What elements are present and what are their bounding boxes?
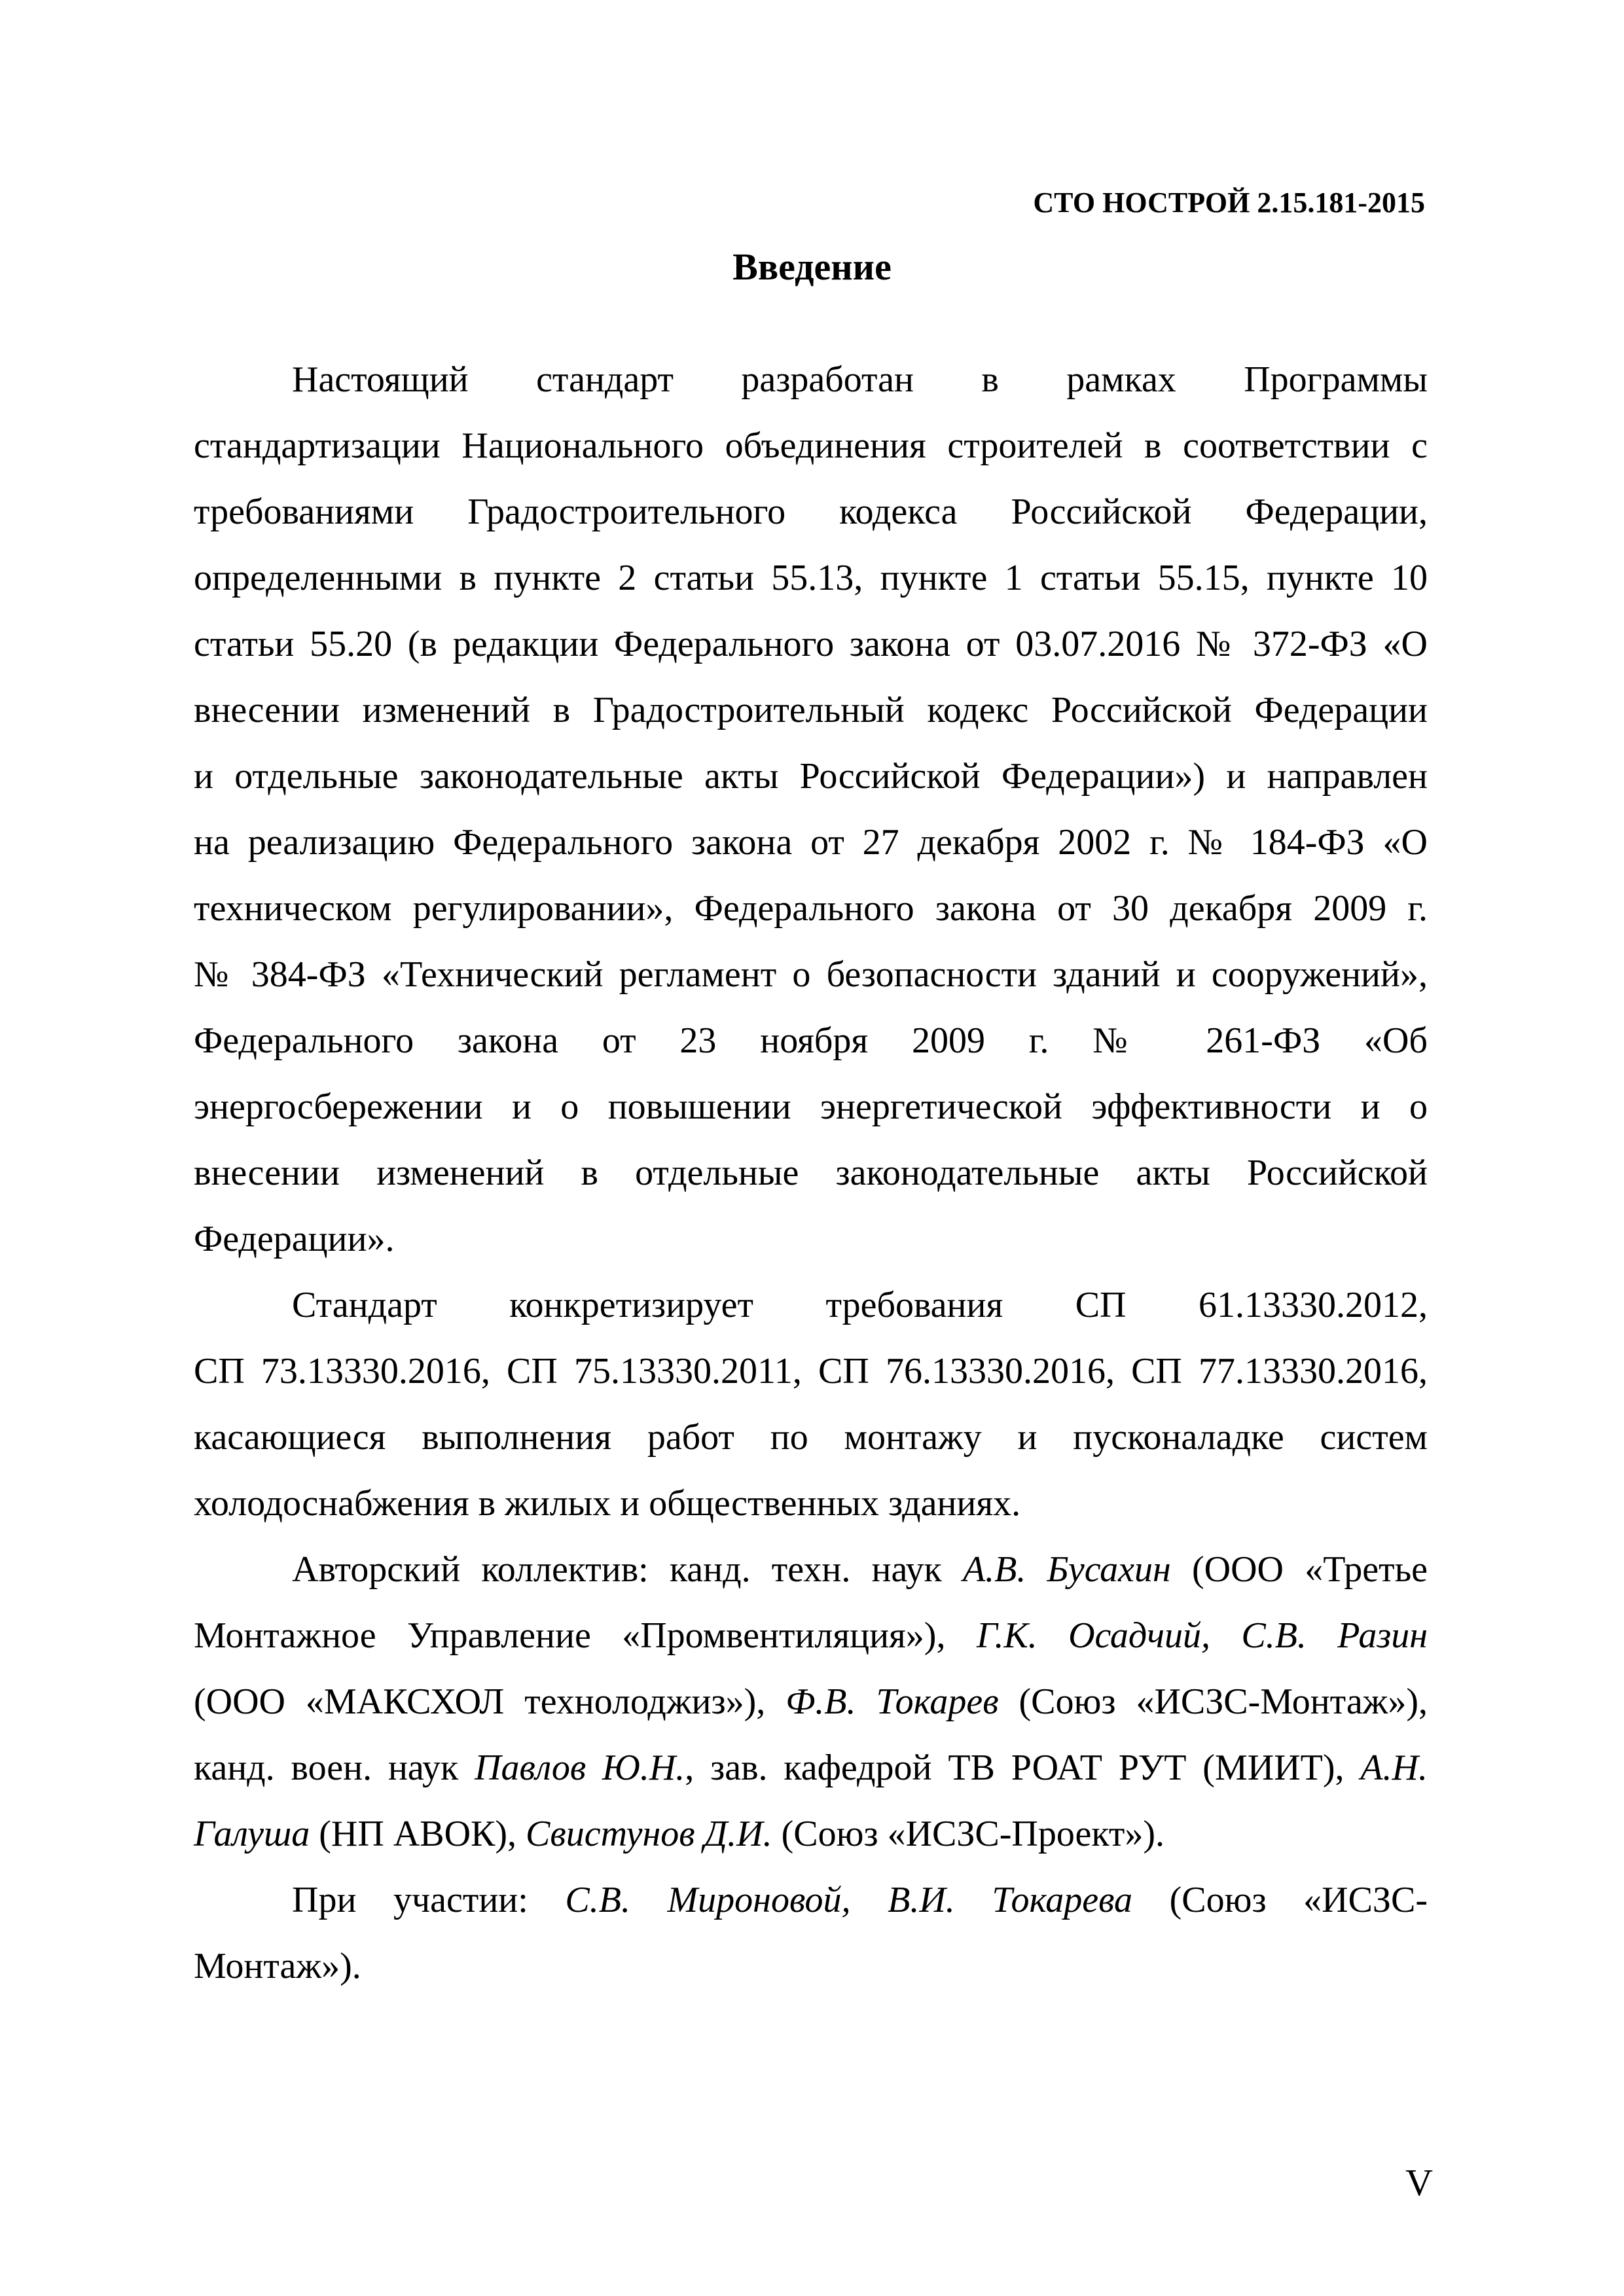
text-line: СП 73.13330.2016, СП 75.13330.2011, СП 76.13330.2016, СП 77.13330.2016, [194,1351,1428,1391]
text-line: касающиеся выполнения работ по монтажу и пусконаладке систем [194,1417,1428,1458]
paragraph-participants [194,1867,1428,2000]
text-run: (Союз «ИСЗС-Монтаж»), [998,1681,1428,1722]
text-line: стандартизации Национального объединения строителей в соответствии с [194,425,1428,466]
text-line: и отдельные законодательные акты Российской Федерации») и направлен [194,756,1428,797]
text-run: , зав. кафедрой ТВ РОАТ РУТ (МИИТ), [685,1748,1361,1788]
text-line: Федерации». [194,1219,395,1259]
text-line [194,1735,1428,1801]
text-line [194,1669,1428,1735]
text-run: (НП АВОК), [310,1814,526,1854]
text-line: внесении изменений в Градостроительный кодекс Российской Федерации [194,690,1428,730]
author-name: А.В. Бусахин [962,1549,1171,1590]
body-text [194,347,1428,2000]
text-line: техническом регулировании», Федерального закона от 30 декабря 2009 г. [194,888,1428,929]
participant-names: С.В. Мироновой, В.И. Токарева [565,1880,1133,1920]
page-title: Введение [732,245,892,288]
text-run: (Союз «ИСЗС- [1132,1880,1428,1920]
author-name: Свистунов Д.И. [526,1814,772,1854]
page-number: V [1405,2161,1433,2204]
text-run: Авторский коллектив: канд. техн. наук [292,1549,963,1590]
text-line: Стандарт конкретизирует требования СП 61.13330.2012, [292,1285,1428,1325]
document-code: СТО НОСТРОЙ 2.15.181-2015 [1033,187,1425,219]
text-line [194,1801,1428,1867]
text-line: определенными в пункте 2 статьи 55.13, пункте 1 статьи 55.15, пункте 10 [194,558,1428,598]
text-line: внесении изменений в отдельные законодательные акты Российской [194,1153,1428,1193]
text-line: холодоснабжения в жилых и общественных зданиях. [194,1483,1021,1524]
text-line: № 384-ФЗ «Технический регламент о безопасности зданий и сооружений», [194,954,1428,995]
text-run: (ООО «МАКСХОЛ технолоджиз»), [194,1681,786,1722]
text-run: (Союз «ИСЗС-Проект»). [772,1814,1164,1854]
author-name: А.Н. [1360,1748,1428,1788]
text-run: (ООО «Третье [1170,1549,1428,1590]
text-line: статьи 55.20 (в редакции Федерального закона от 03.07.2016 № 372-ФЗ «О [194,624,1428,664]
text-line: требованиями Градостроительного кодекса Российской Федерации, [194,492,1428,532]
author-name: Галуша [194,1814,310,1854]
text-line: Монтаж»). [194,1946,361,1986]
text-line: на реализацию Федерального закона от 27 декабря 2002 г. № 184-ФЗ «О [194,822,1428,863]
author-name: Ф.В. Токарев [785,1681,999,1722]
text-run: канд. воен. наук [194,1748,475,1788]
paragraph-introduction [194,347,1428,1272]
text-run: При участии: [292,1880,566,1920]
author-name: Павлов Ю.Н. [475,1748,685,1788]
text-line [194,1603,1428,1669]
paragraph-authors [194,1537,1428,1867]
author-name: Г.К. Осадчий, С.В. Разин [976,1615,1428,1656]
text-line [194,1867,1428,1933]
text-line: Настоящий стандарт разработан в рамках Программы [292,359,1428,400]
text-run: Монтажное Управление «Промвентиляция»), [194,1615,977,1656]
text-line [194,1537,1428,1603]
text-line: Федерального закона от 23 ноября 2009 г. № 261-ФЗ «Об [194,1020,1428,1061]
text-line: энергосбережении и о повышении энергетической эффективности и о [194,1086,1428,1127]
paragraph-standard-scope [194,1272,1428,1537]
